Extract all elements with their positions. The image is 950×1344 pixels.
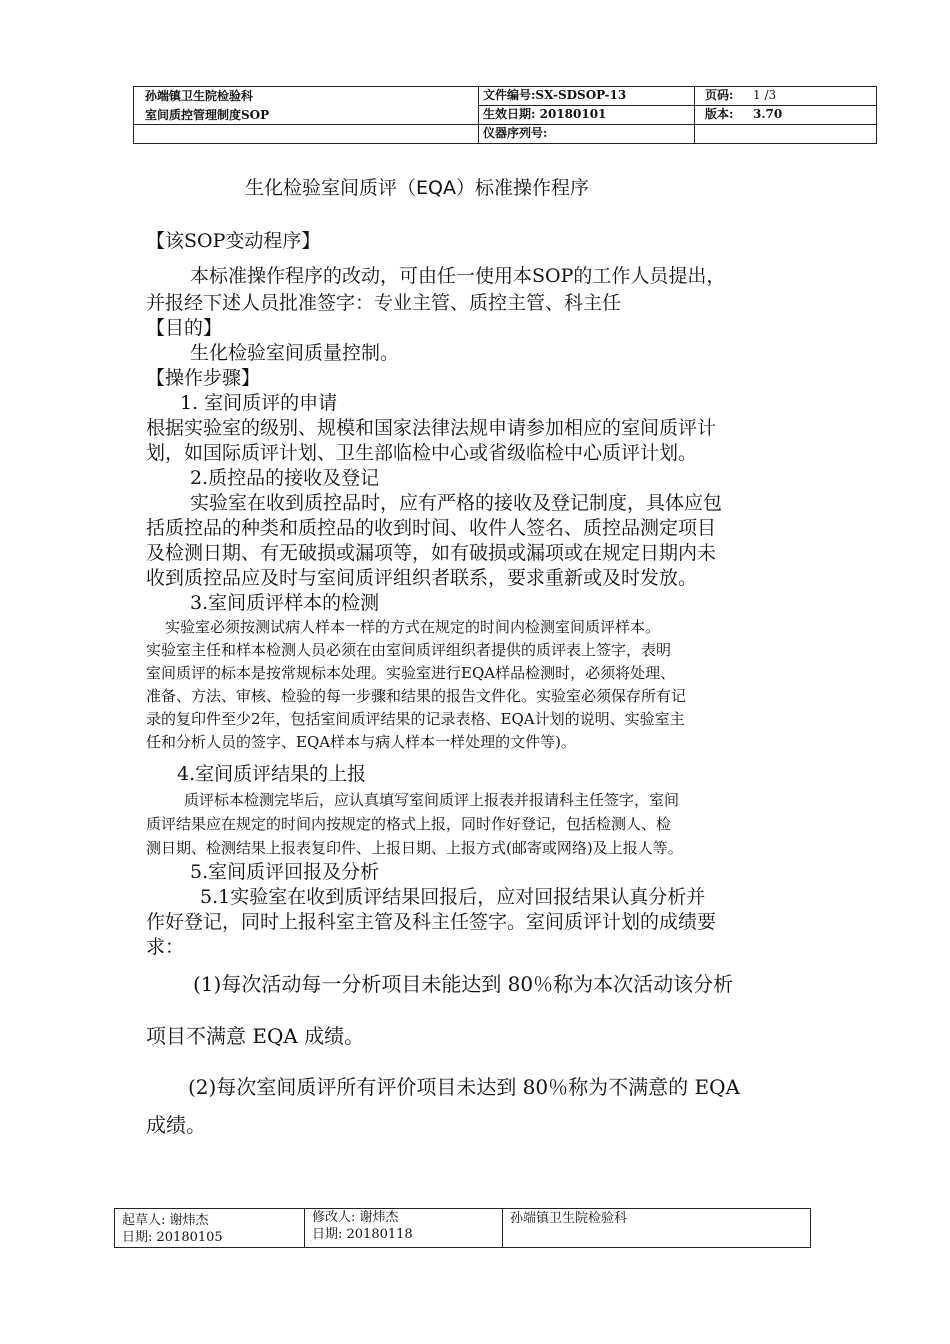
paragraph: 根据实验室的级别、规模和国家法律法规申请参加相应的室间质评计 <box>146 417 717 439</box>
paragraph: 室间质评的标本是按常规标本处理。实验室进行EQA样品检测时，必须将处理、 <box>146 664 676 682</box>
paragraph: 作好登记，同时上报科室主管及科主任签字。室间质评计划的成绩要 <box>146 911 717 933</box>
purpose-heading: 【目的】 <box>146 317 223 339</box>
manual-name: 室间质控管理制度SOP <box>145 108 270 122</box>
requirement-2-cont: 成绩。 <box>146 1113 206 1137</box>
section-title: 2.质控品的接收及登记 <box>190 467 380 489</box>
paragraph: 任和分析人员的签字、EQA样本与病人样本一样处理的文件等)。 <box>146 733 576 751</box>
paragraph: 收到质控品应及时与室间质评组织者联系，要求重新或及时发放。 <box>146 567 698 589</box>
requirement-2: (2)每次室间质评所有评价项目未达到 80％称为不满意的 EQA <box>188 1075 740 1099</box>
effective-date: 生效日期: 20180101 <box>483 107 607 121</box>
modifier: 修改人: 谢炜杰 <box>312 1210 399 1225</box>
section-title: 4.室间质评结果的上报 <box>177 763 367 785</box>
paragraph: 实验室必须按测试病人样本一样的方式在规定的时间内检测室间质评样本。 <box>165 618 661 636</box>
paragraph: 并报经下述人员批准签字：专业主管、质控主管、科主任 <box>146 292 622 314</box>
paragraph: 5.1实验室在收到质评结果回报后，应对回报结果认真分析并 <box>200 886 706 908</box>
instrument-serial: 仪器序列号: <box>483 126 548 140</box>
org-name: 孙端镇卫生院检验科 <box>145 89 254 103</box>
paragraph: 录的复印件至少2年，包括室间质评结果的记录表格、EQA计划的说明、实验室主 <box>146 710 685 728</box>
paragraph: 本标准操作程序的改动，可由任一使用本SOP的工作人员提出， <box>190 265 726 287</box>
department: 孙端镇卫生院检验科 <box>510 1211 628 1226</box>
page-value: 1 /3 <box>753 88 777 102</box>
paragraph: 准备、方法、审核、检验的每一步骤和结果的报告文件化。实验室必须保存所有记 <box>146 687 687 705</box>
paragraph: 质评结果应在规定的时间内按规定的格式上报，同时作好登记，包括检测人、检 <box>146 815 672 833</box>
section-title: 3.室间质评样本的检测 <box>190 592 380 614</box>
header-table <box>133 86 877 144</box>
steps-heading: 【操作步骤】 <box>146 367 261 389</box>
section-title: 1. 室间质评的申请 <box>180 392 338 414</box>
doc-number: 文件编号:SX-SDSOP-13 <box>483 88 627 102</box>
document-title: 生化检验室间质评（EQA）标准操作程序 <box>245 177 589 199</box>
paragraph: 求： <box>146 936 185 958</box>
modify-date: 日期: 20180118 <box>312 1227 413 1242</box>
draft-date: 日期: 20180105 <box>122 1230 223 1245</box>
version-value: 3.70 <box>753 107 783 121</box>
paragraph: 实验室在收到质控品时，应有严格的接收及登记制度，具体应包 <box>190 492 723 514</box>
section-title: 5.室间质评回报及分析 <box>190 861 380 883</box>
requirement-1: (1)每次活动每一分析项目未能达到 80％称为本次活动该分析 <box>193 972 734 996</box>
paragraph: 测日期、检测结果上报表复印件、上报日期、上报方式(邮寄或网络)及上报人等。 <box>146 839 683 857</box>
footer-table <box>114 1208 811 1248</box>
paragraph: 生化检验室间质量控制。 <box>190 342 400 364</box>
drafter: 起草人: 谢炜杰 <box>122 1213 209 1228</box>
paragraph: 实验室主任和样本检测人员必须在由室间质评组织者提供的质评表上签字，表明 <box>146 641 672 659</box>
change-heading: 【该SOP变动程序】 <box>146 230 321 252</box>
version-label: 版本: <box>705 107 734 121</box>
paragraph: 质评标本检测完毕后，应认真填写室间质评上报表并报请科主任签字，室间 <box>184 791 680 809</box>
paragraph: 括质控品的种类和质控品的收到时间、收件人签名、质控品测定项目 <box>146 517 717 539</box>
page-label: 页码: <box>705 88 734 102</box>
paragraph: 及检测日期、有无破损或漏项等，如有破损或漏项或在规定日期内未 <box>146 542 717 564</box>
requirement-1-cont: 项目不满意 EQA 成绩。 <box>146 1024 365 1048</box>
paragraph: 划，如国际质评计划、卫生部临检中心或省级临检中心质评计划。 <box>146 442 698 464</box>
